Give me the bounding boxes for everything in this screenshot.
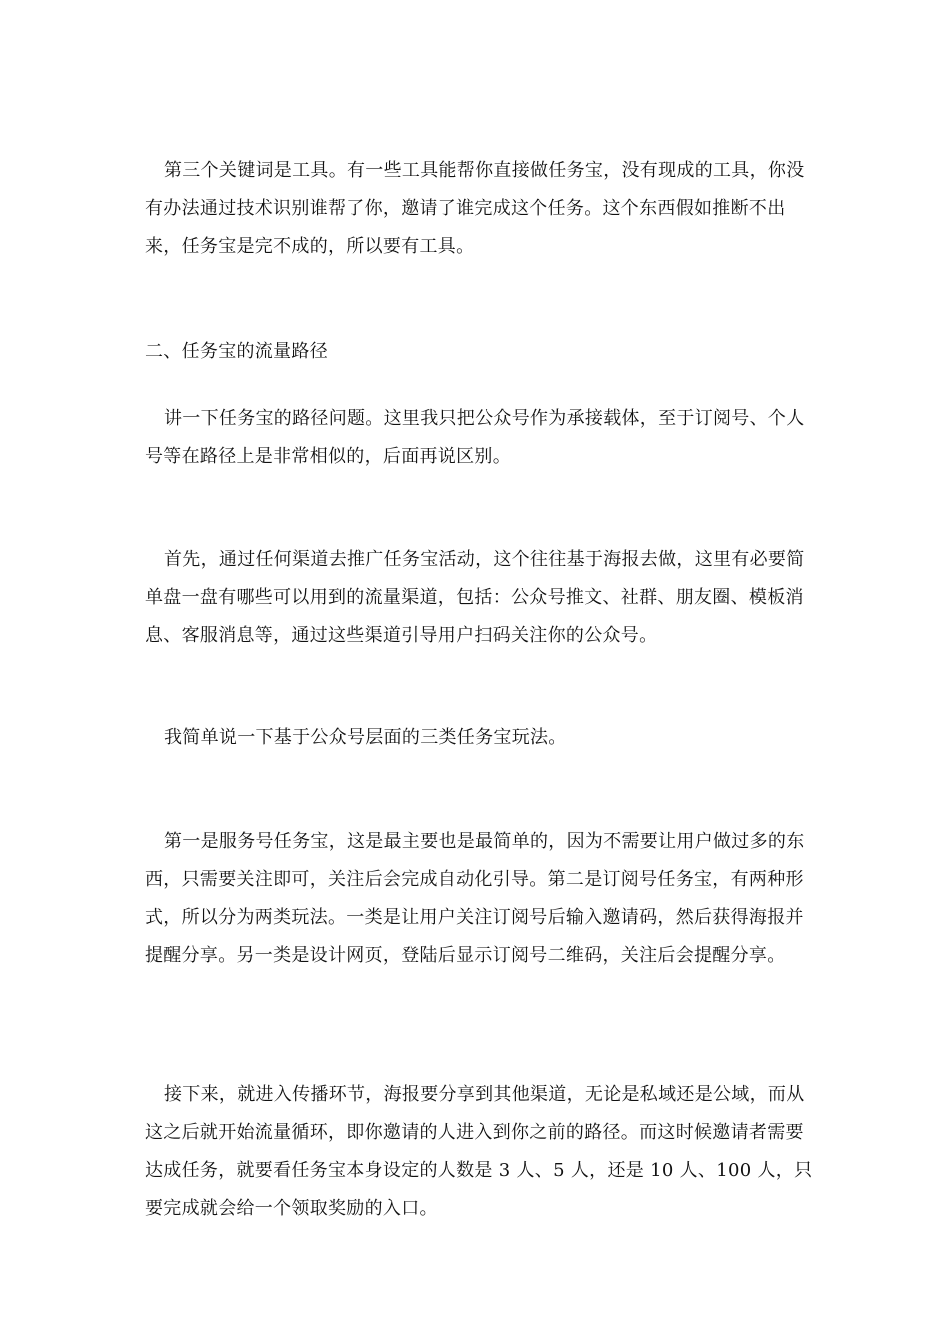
- paragraph-tools-keyword: 第三个关键词是工具。有一些工具能帮你直接做任务宝，没有现成的工具，你没有办法通过技术识别谁帮了你，邀请了谁完成这个任务。这个东西假如推断不出来，任务宝是完不成的，所以要有工具。: [145, 160, 805, 257]
- paragraph-service-subscription: 第一是服务号任务宝，这是最主要也是最简单的，因为不需要让用户做过多的东西，只需要关注即可，关注后会完成自动化引导。第二是订阅号任务宝，有两种形式，所以分为两类玩法。一类是让用户关注订阅号后输入邀请码，然后获得海报并提醒分享。另一类是设计网页，登陆后显示订阅号二维码，关注后会提醒分享。: [145, 831, 805, 966]
- paragraph-path-intro: 讲一下任务宝的路径问题。这里我只把公众号作为承接载体，至于订阅号、个人号等在路径上是非常相似的，后面再说区别。: [145, 408, 805, 467]
- paragraph-three-methods: 我简单说一下基于公众号层面的三类任务宝玩法。: [164, 727, 567, 748]
- paragraph-spread-loop: 接下来，就进入传播环节，海报要分享到其他渠道，无论是私域还是公域，而从这之后就开始流量循环，即你邀请的人进入到你之前的路径。而这时候邀请者需要达成任务，就要看任务宝本身设定的人数是 3 人、5 人，还是 10 人、100 人，只要完成就会给一个领取奖励的入口。: [145, 1084, 813, 1219]
- paragraph-promotion-channels: 首先，通过任何渠道去推广任务宝活动，这个往往基于海报去做，这里有必要简单盘一盘有哪些可以用到的流量渠道，包括：公众号推文、社群、朋友圈、模板消息、客服消息等，通过这些渠道引导用户扫码关注你的公众号。: [145, 549, 805, 646]
- document-page: [145, 0, 815, 1344]
- section-heading-traffic-path: 二、任务宝的流量路径: [145, 341, 328, 362]
